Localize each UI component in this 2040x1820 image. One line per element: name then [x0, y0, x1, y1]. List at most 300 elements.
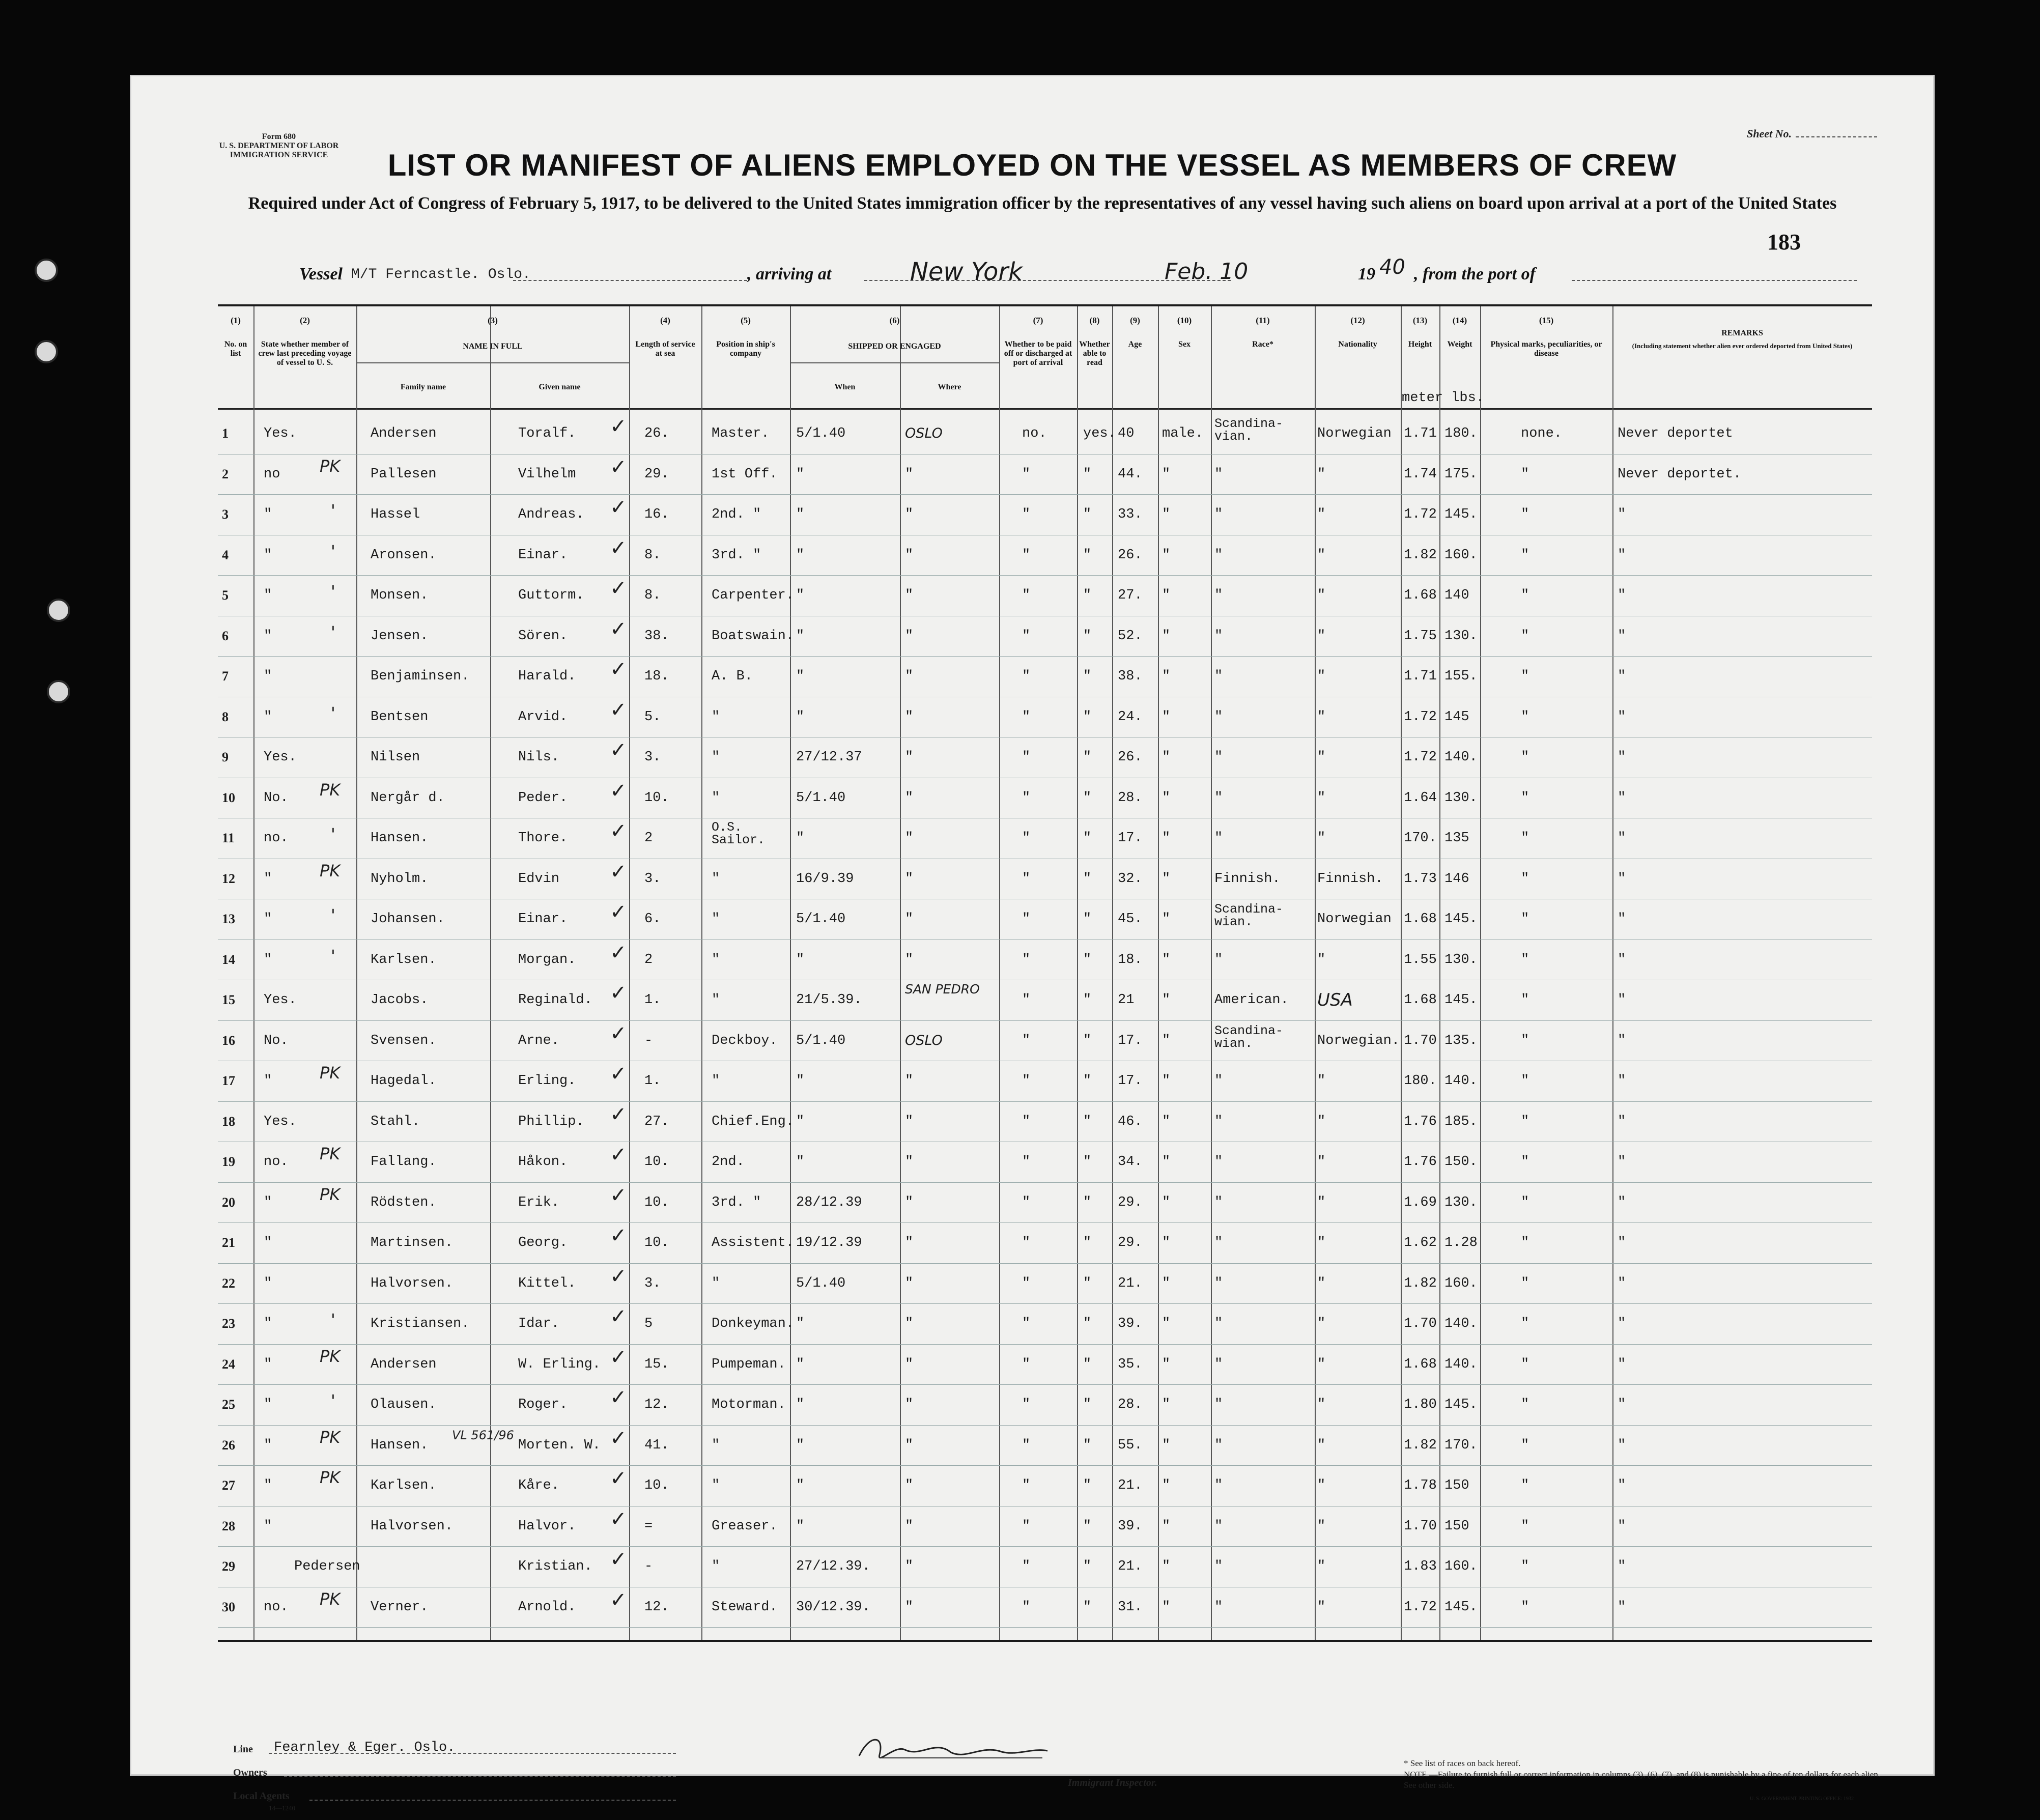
shipped-where-cell: " [905, 588, 914, 603]
age-cell: 33. [1118, 507, 1143, 522]
row-number: 11 [222, 831, 235, 845]
shipped-when-cell: " [796, 1437, 805, 1453]
column-divider [1112, 306, 1113, 1640]
age-cell: 45. [1118, 912, 1143, 927]
shipped-when-cell: " [796, 831, 805, 846]
remarks-cell: " [1618, 1033, 1626, 1048]
age-cell: 18. [1118, 952, 1143, 968]
row-number: 2 [222, 466, 229, 481]
row-number: 30 [222, 1599, 235, 1614]
given-name-cell: Harald. [518, 669, 576, 684]
form-number: Form 680 [262, 132, 296, 141]
shipped-when-cell: 5/1.40 [796, 1033, 846, 1048]
row-number: 9 [222, 750, 229, 764]
subcolumn-divider [490, 362, 491, 1640]
nationality-cell: " [1317, 952, 1326, 968]
physical-marks-cell: " [1521, 547, 1529, 563]
col-12-header-number: (12) [1350, 316, 1365, 325]
able-to-read-cell: " [1083, 1073, 1092, 1089]
family-name-cell: Andersen [371, 1356, 437, 1372]
position-cell: Steward. [712, 1599, 778, 1615]
column-divider [1158, 306, 1159, 1640]
remarks-cell: " [1618, 547, 1626, 563]
nationality-cell: Norwegian [1317, 426, 1392, 441]
position-cell: " [712, 952, 720, 968]
column-divider [1077, 306, 1078, 1640]
weight-cell: 160. [1444, 547, 1478, 563]
service-length-cell: 10. [644, 1195, 669, 1210]
check-mark: ✓ [610, 698, 627, 722]
age-cell: 39. [1118, 1518, 1143, 1534]
col-13-header: Height [1408, 340, 1432, 349]
pk-annotation: PK [320, 780, 341, 800]
race-cell: " [1214, 1599, 1223, 1615]
remarks-cell: " [1618, 1599, 1626, 1615]
weight-cell: 130. [1444, 628, 1478, 644]
able-to-read-cell: " [1083, 588, 1092, 603]
family-name-cell: Benjaminsen. [371, 669, 470, 684]
printer-note: U. S. GOVERNMENT PRINTING OFFICE: 1932 [1750, 1796, 1854, 1802]
position-cell: 3rd. " [712, 1195, 761, 1210]
family-name-cell: Bentsen [371, 709, 429, 725]
prev-voyage-cell: Yes. [264, 426, 297, 441]
service-name: IMMIGRATION SERVICE [230, 151, 328, 159]
prev-voyage-cell: no. [264, 831, 289, 846]
check-mark: ✓ [610, 1426, 627, 1450]
position-cell: Carpenter. [712, 588, 795, 603]
paid-off-cell: " [1022, 669, 1031, 684]
shipped-when-cell: " [796, 507, 805, 522]
shipped-where-cell: " [905, 1316, 914, 1331]
able-to-read-cell: " [1083, 750, 1092, 765]
physical-marks-cell: " [1521, 1275, 1529, 1291]
service-length-cell: 8. [644, 547, 661, 563]
check-mark: ✓ [610, 1062, 627, 1086]
prev-voyage-cell: " [264, 952, 272, 968]
weight-cell: 140. [1444, 1316, 1478, 1331]
position-cell: Assistent. [712, 1235, 795, 1250]
remarks-cell: " [1618, 1154, 1626, 1170]
shipped-where-cell: " [905, 1518, 914, 1534]
pk-annotation: PK [320, 1144, 341, 1163]
remarks-cell: " [1618, 1559, 1626, 1574]
shipped-when-cell: " [796, 588, 805, 603]
col-5-header-number: (5) [741, 316, 751, 325]
weight-cell: 145 [1444, 709, 1469, 725]
paid-off-cell: " [1022, 1275, 1031, 1291]
row-divider [218, 1384, 1872, 1385]
prev-voyage-cell: " [264, 1195, 272, 1210]
race-cell: " [1214, 547, 1223, 563]
paid-off-cell: " [1022, 547, 1031, 563]
shipped-when-cell: " [796, 1397, 805, 1412]
service-length-cell: 12. [644, 1397, 669, 1412]
prev-voyage-cell: " [264, 709, 272, 725]
pk-annotation: PK [320, 1589, 341, 1609]
physical-marks-cell: " [1521, 1073, 1529, 1089]
height-cell: 1.83 [1404, 1559, 1437, 1574]
vessel-label: Vessel [299, 265, 343, 283]
check-mark: ✓ [610, 617, 627, 641]
able-to-read-cell: " [1083, 1559, 1092, 1574]
prev-voyage-cell: " [264, 912, 272, 927]
check-mark: ✓ [610, 779, 627, 803]
height-cell: 1.70 [1404, 1033, 1437, 1048]
col-3-header: NAME IN FULL [463, 342, 523, 351]
remarks-cell: " [1618, 628, 1626, 644]
paid-off-cell: " [1022, 831, 1031, 846]
row-number: 5 [222, 588, 229, 603]
physical-marks-cell: " [1521, 1316, 1529, 1331]
height-cell: 1.64 [1404, 790, 1437, 806]
race-cell: " [1214, 1559, 1223, 1574]
physical-marks-cell: " [1521, 1599, 1529, 1615]
tick-annotation: ' [331, 582, 335, 601]
shipped-when-cell: 27/12.37 [796, 750, 862, 765]
sex-cell: " [1162, 1478, 1171, 1493]
col-6-header: SHIPPED OR ENGAGED [848, 342, 941, 351]
check-mark: ✓ [610, 1507, 627, 1531]
col-11-header: Race* [1252, 340, 1273, 349]
row-number: 8 [222, 709, 229, 724]
service-length-cell: 15. [644, 1356, 669, 1372]
age-cell: 46. [1118, 1114, 1143, 1129]
paid-off-cell: " [1022, 750, 1031, 765]
given-name-cell: Morten. W. [518, 1437, 601, 1453]
physical-marks-cell: " [1521, 871, 1529, 887]
shipped-where-cell: " [905, 912, 914, 927]
weight-cell: 135 [1444, 831, 1469, 846]
family-name-cell: Halvorsen. [371, 1275, 454, 1291]
position-cell: 3rd. " [712, 547, 761, 563]
given-name-cell: Erik. [518, 1195, 560, 1210]
position-cell: Pumpeman. [712, 1356, 786, 1372]
prev-voyage-cell: " [264, 1356, 272, 1372]
nationality-cell: " [1317, 547, 1326, 563]
row-number: 14 [222, 952, 235, 967]
shipped-when-cell: 21/5.39. [796, 992, 862, 1008]
age-cell: 32. [1118, 871, 1143, 887]
physical-marks-cell: " [1521, 750, 1529, 765]
sex-cell: " [1162, 1559, 1171, 1574]
race-cell: " [1214, 1235, 1223, 1250]
height-cell: 1.68 [1404, 992, 1437, 1008]
shipped-when-cell: " [796, 1478, 805, 1493]
age-cell: 38. [1118, 669, 1143, 684]
nationality-cell: " [1317, 1356, 1326, 1372]
nationality-cell: " [1317, 750, 1326, 765]
prev-voyage-cell: " [264, 628, 272, 644]
height-cell: 1.68 [1404, 1356, 1437, 1372]
from-port-label: , from the port of [1414, 265, 1536, 283]
nationality-cell: " [1317, 588, 1326, 603]
nationality-cell: " [1317, 1397, 1326, 1412]
given-name-cell: Phillip. [518, 1114, 584, 1129]
weight-cell: 145. [1444, 992, 1478, 1008]
family-name-cell: Nilsen [371, 750, 420, 765]
check-mark: ✓ [610, 981, 627, 1005]
col-15-header-number: (15) [1539, 316, 1554, 325]
able-to-read-cell: " [1083, 992, 1092, 1008]
shipped-where-cell: " [905, 709, 914, 725]
binder-hole [47, 680, 70, 703]
row-number: 23 [222, 1316, 235, 1331]
nationality-cell: " [1317, 790, 1326, 806]
penalty-note: NOTE.—Failure to furnish full or correct information in columns (3), (6), (7), and (8) is punishable by a fine of ten dollars for each alien. See other side. [1404, 1770, 1881, 1790]
remarks-cell: " [1618, 831, 1626, 846]
paid-off-cell: " [1022, 1114, 1031, 1129]
arriving-label: , arriving at [747, 265, 832, 283]
column-divider [1211, 306, 1212, 1640]
line-label: Line [233, 1744, 253, 1755]
col-15-header: Physical marks, peculiarities, or disease [1490, 340, 1602, 358]
position-cell: 2nd. [712, 1154, 745, 1170]
given-name-cell: Edvin [518, 871, 560, 887]
race-cell: " [1214, 1518, 1223, 1534]
race-cell: " [1214, 790, 1223, 806]
row-divider [218, 1344, 1872, 1345]
agents-label: Local Agents [233, 1790, 290, 1802]
nationality-cell: " [1317, 1195, 1326, 1210]
remarks-cell: " [1618, 507, 1626, 522]
family-name-cell: Hansen. [371, 1437, 429, 1453]
paid-off-cell: " [1022, 1073, 1031, 1089]
race-cell: " [1214, 1275, 1223, 1291]
nationality-cell: " [1317, 1275, 1326, 1291]
pk-annotation: PK [320, 1427, 341, 1447]
inspector-label: Immigrant Inspector. [1068, 1777, 1157, 1788]
prev-voyage-cell: " [264, 1437, 272, 1453]
col-9-header-number: (9) [1130, 316, 1140, 325]
shipped-where-cell: " [905, 669, 914, 684]
family-name-cell: Pedersen [294, 1559, 360, 1574]
able-to-read-cell: " [1083, 466, 1092, 482]
shipped-where-cell: " [905, 1397, 914, 1412]
age-cell: 29. [1118, 1235, 1143, 1250]
column-divider [253, 306, 254, 1640]
row-number: 13 [222, 912, 235, 926]
age-cell: 39. [1118, 1316, 1143, 1331]
service-length-cell: 10. [644, 1235, 669, 1250]
height-cell: 1.73 [1404, 871, 1437, 887]
binder-hole [35, 340, 58, 363]
row-number: 10 [222, 790, 235, 805]
given-name-cell: Reginald. [518, 992, 592, 1008]
shipped-where-cell: " [905, 1235, 914, 1250]
col-14-header-number: (14) [1452, 316, 1467, 325]
paid-off-cell: " [1022, 588, 1031, 603]
check-mark: ✓ [610, 415, 627, 438]
agents-code: 14—1240 [269, 1804, 295, 1812]
column-divider [790, 306, 791, 1640]
column-divider [999, 306, 1000, 1640]
col-8-header-number: (8) [1089, 316, 1100, 325]
able-to-read-cell: " [1083, 871, 1092, 887]
able-to-read-cell: " [1083, 1397, 1092, 1412]
paid-off-cell: " [1022, 1559, 1031, 1574]
sex-cell: " [1162, 709, 1171, 725]
age-cell: 29. [1118, 1195, 1143, 1210]
able-to-read-cell: " [1083, 507, 1092, 522]
row-number: 18 [222, 1114, 235, 1129]
remarks-cell: Never deportet [1618, 426, 1733, 441]
remarks-cell: " [1618, 912, 1626, 927]
shipped-when-cell: 30/12.39. [796, 1599, 870, 1615]
position-cell: " [712, 1275, 720, 1291]
prev-voyage-cell: " [264, 1275, 272, 1291]
shipped-when-cell: 5/1.40 [796, 912, 846, 927]
family-name-cell: Fallang. [371, 1154, 437, 1170]
height-cell: 1.82 [1404, 547, 1437, 563]
service-length-cell: 18. [644, 669, 669, 684]
age-cell: 21. [1118, 1559, 1143, 1574]
shipped-where-cell: " [905, 1437, 914, 1453]
row-number: 12 [222, 871, 235, 886]
position-cell: 1st Off. [712, 466, 778, 482]
remarks-cell: " [1618, 1397, 1626, 1412]
check-mark: ✓ [610, 1224, 627, 1247]
weight-cell: 145. [1444, 507, 1478, 522]
able-to-read-cell: " [1083, 912, 1092, 927]
prev-voyage-cell: " [264, 669, 272, 684]
check-mark: ✓ [610, 1305, 627, 1328]
nationality-cell: " [1317, 1599, 1326, 1615]
height-cell: 1.72 [1404, 507, 1437, 522]
age-cell: 52. [1118, 628, 1143, 644]
able-to-read-cell: " [1083, 547, 1092, 563]
arrival-port: New York [910, 258, 1023, 286]
paid-off-cell: " [1022, 1518, 1031, 1534]
tick-annotation: ' [331, 946, 335, 965]
height-cell: 1.68 [1404, 912, 1437, 927]
able-to-read-cell: " [1083, 1437, 1092, 1453]
remarks-cell: " [1618, 750, 1626, 765]
shipped-when-cell: " [796, 628, 805, 644]
physical-marks-cell: " [1521, 709, 1529, 725]
remarks-cell: " [1618, 669, 1626, 684]
weight-cell: 146 [1444, 871, 1469, 887]
physical-marks-cell: " [1521, 1033, 1529, 1048]
paid-off-cell: " [1022, 1356, 1031, 1372]
check-mark: ✓ [610, 1264, 627, 1288]
manifest-sheet [131, 76, 1933, 1812]
shipped-where-cell: SAN PEDRO [905, 982, 980, 997]
given-name-cell: Kittel. [518, 1275, 576, 1291]
age-cell: 26. [1118, 750, 1143, 765]
check-mark: ✓ [610, 1588, 627, 1612]
physical-marks-cell: " [1521, 588, 1529, 603]
shipped-where-cell: " [905, 1073, 914, 1089]
paid-off-cell: " [1022, 628, 1031, 644]
position-cell: Deckboy. [712, 1033, 778, 1048]
sex-cell: " [1162, 750, 1171, 765]
given-name-cell: Sören. [518, 628, 568, 644]
position-cell: " [712, 871, 720, 887]
position-cell: " [712, 790, 720, 806]
shipped-where-cell: " [905, 790, 914, 806]
race-cell: Scandina-wian. [1214, 1023, 1284, 1051]
sex-cell: " [1162, 992, 1171, 1008]
family-name-cell: Hansen. [371, 831, 429, 846]
agents-blank [309, 1800, 676, 1801]
age-cell: 55. [1118, 1437, 1143, 1453]
paid-off-cell: " [1022, 1033, 1031, 1048]
col-4-header-number: (4) [660, 316, 670, 325]
family-name-cell: Hassel [371, 507, 420, 522]
check-mark: ✓ [610, 536, 627, 560]
prev-voyage-cell: " [264, 1478, 272, 1493]
department-name: U. S. DEPARTMENT OF LABOR [219, 141, 339, 150]
vessel-line [299, 255, 1877, 290]
sex-cell: " [1162, 790, 1171, 806]
row-number: 17 [222, 1073, 235, 1088]
check-mark: ✓ [610, 577, 627, 600]
service-length-cell: 1. [644, 992, 661, 1008]
col-16-header: REMARKS [1721, 329, 1763, 337]
check-mark: ✓ [610, 1345, 627, 1369]
row-number: 29 [222, 1559, 235, 1574]
nationality-cell: " [1317, 466, 1326, 482]
position-cell: Boatswain. [712, 628, 795, 644]
shipped-when-cell: 5/1.40 [796, 1275, 846, 1291]
sex-cell: " [1162, 1356, 1171, 1372]
family-name-cell: Pallesen [371, 466, 437, 482]
race-cell: " [1214, 669, 1223, 684]
position-cell: A. B. [712, 669, 753, 684]
paid-off-cell: no. [1022, 426, 1047, 441]
able-to-read-cell: " [1083, 1235, 1092, 1250]
race-cell: " [1214, 750, 1223, 765]
vessel-name: M/T Ferncastle. Oslo. [351, 267, 531, 282]
service-length-cell: 8. [644, 588, 661, 603]
paid-off-cell: " [1022, 790, 1031, 806]
service-length-cell: = [644, 1518, 653, 1534]
able-to-read-cell: " [1083, 1033, 1092, 1048]
row-number: 22 [222, 1275, 235, 1291]
shipped-when-cell: 27/12.39. [796, 1559, 870, 1574]
age-cell: 26. [1118, 547, 1143, 563]
shipped-when-cell: 16/9.39 [796, 871, 854, 887]
column-divider [701, 306, 702, 1640]
prev-voyage-cell: " [264, 507, 272, 522]
pk-annotation: PK [320, 861, 341, 880]
given-name-cell: Vilhelm [518, 466, 576, 482]
physical-marks-cell: " [1521, 912, 1529, 927]
paid-off-cell: " [1022, 1235, 1031, 1250]
row-divider [218, 1222, 1872, 1223]
service-length-cell: 3. [644, 871, 661, 887]
height-cell: 1.72 [1404, 750, 1437, 765]
shipped-where-cell: " [905, 1478, 914, 1493]
nationality-cell: " [1317, 1316, 1326, 1331]
row-divider [218, 1465, 1872, 1466]
sex-cell: " [1162, 871, 1171, 887]
physical-marks-cell: " [1521, 790, 1529, 806]
subheader-divider [790, 362, 999, 363]
weight-cell: 185. [1444, 1114, 1478, 1129]
col-10-header-number: (10) [1177, 316, 1192, 325]
check-mark: ✓ [610, 900, 627, 924]
physical-marks-cell: " [1521, 1397, 1529, 1412]
shipped-where-cell: " [905, 1559, 914, 1574]
race-cell: " [1214, 1154, 1223, 1170]
weight-cell: 155. [1444, 669, 1478, 684]
service-length-cell: 27. [644, 1114, 669, 1129]
shipped-where-cell: " [905, 750, 914, 765]
col-14-header: Weight [1447, 340, 1472, 349]
shipped-when-cell: " [796, 1316, 805, 1331]
col-1-header: No. on list [224, 340, 247, 358]
